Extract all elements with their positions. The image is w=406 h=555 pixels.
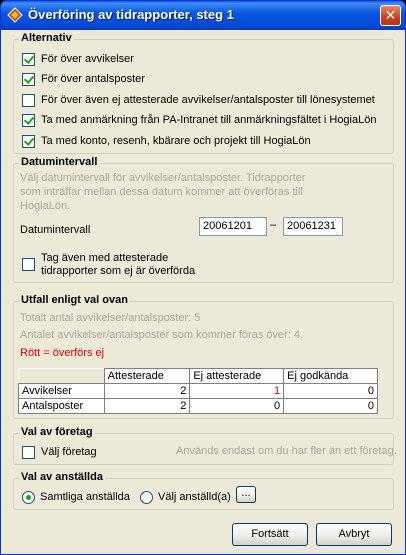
option-label: För över avvikelser	[41, 53, 134, 65]
outcome-table	[18, 368, 378, 414]
option-avvikelser[interactable]	[22, 51, 134, 67]
option-konto[interactable]	[22, 133, 311, 149]
include-attested-line1: Tag även med attesterade	[41, 252, 169, 264]
group-title-datumintervall: Datumintervall	[21, 156, 98, 168]
group-title-utfall: Utfall enligt val ovan	[21, 294, 128, 306]
group-foretag	[13, 426, 397, 465]
table-row	[19, 399, 378, 414]
table-row	[19, 384, 378, 399]
close-button[interactable]	[380, 5, 401, 26]
date-description-line1: Välj datumintervall för avvikelser/antalsposter. Tidrapporter	[20, 172, 306, 184]
checkbox-anmarkning[interactable]	[22, 114, 35, 127]
title-bar[interactable]	[1, 1, 405, 30]
col-header: Ej attesterade	[190, 369, 284, 384]
row-label: Antalsposter	[19, 399, 105, 414]
col-header: Ej godkända	[284, 369, 378, 384]
client-area	[4, 30, 402, 552]
option-anmarkning[interactable]	[22, 112, 376, 128]
company-hint: Används endast om du har fler än ett företag.	[176, 445, 397, 457]
checkbox-konto[interactable]	[22, 135, 35, 148]
checkbox-avvikelser[interactable]	[22, 53, 35, 66]
option-ej-attesterade[interactable]	[22, 92, 375, 108]
include-attested-label	[41, 252, 195, 278]
table-cell: 2	[104, 399, 190, 414]
total-count-text: Totalt antal avvikelser/antalsposter: 5	[20, 312, 201, 324]
radio-select-employees-label: Välj anställd(a)	[158, 491, 231, 503]
radio-all-employees-option[interactable]	[22, 489, 130, 505]
table-cell: 0	[284, 384, 378, 399]
table-cell-red: 1	[190, 384, 284, 399]
include-attested-option[interactable]	[22, 252, 195, 280]
group-alternativ	[13, 32, 394, 154]
option-label: Ta med konto, resenh, kbärare och projekt till HogiaLön	[41, 135, 311, 147]
transfer-count-text: Antalet avvikelser/antalsposter som kommer föras över: 4.	[20, 329, 304, 341]
date-description-line3: HogiaLön.	[20, 200, 71, 212]
cancel-button[interactable]: Avbryt	[316, 523, 392, 546]
table-cell: 2	[104, 384, 190, 399]
close-icon: ✕	[384, 7, 397, 23]
include-attested-line2: tidrapporter som ej är överförda	[41, 265, 196, 277]
checkbox-antalsposter[interactable]	[22, 73, 35, 86]
table-corner	[19, 369, 105, 384]
checkbox-select-company[interactable]	[22, 446, 35, 459]
table-cell: 0	[284, 399, 378, 414]
window-title: Överföring av tidrapporter, steg 1	[28, 7, 234, 22]
date-from-input[interactable]: 20061201	[199, 217, 267, 236]
date-description-line2: som inträffar mellan dessa datum kommer att överföras till	[20, 186, 303, 198]
group-title-anstallda: Val av anställda	[21, 471, 103, 483]
option-label: Ta med anmärkning från PA-Intranet till anmärkningsfältet i HogiaLön	[41, 114, 377, 126]
checkbox-ej-attesterade[interactable]	[22, 94, 35, 107]
continue-button[interactable]: Fortsätt	[232, 523, 308, 546]
browse-employees-button[interactable]: ...	[236, 486, 256, 503]
date-interval-label: Datumintervall	[20, 224, 91, 236]
radio-all-employees[interactable]	[22, 491, 35, 504]
table-header-row	[19, 369, 378, 384]
red-legend-text: Rött = överförs ej	[20, 347, 105, 359]
group-datumintervall	[13, 156, 394, 283]
option-label: För över även ej attesterade avvikelser/antalsposter till lönesystemet	[41, 94, 375, 106]
select-company-option[interactable]	[22, 444, 97, 460]
select-company-label: Välj företag	[41, 446, 97, 458]
app-icon	[7, 7, 23, 23]
radio-select-employees[interactable]	[140, 491, 153, 504]
date-separator: –	[270, 219, 277, 231]
radio-select-employees-option[interactable]	[140, 489, 231, 505]
checkbox-include-attested[interactable]	[22, 258, 35, 271]
col-header: Attesterade	[104, 369, 190, 384]
group-title-foretag: Val av företag	[21, 426, 93, 438]
group-title-alternativ: Alternativ	[21, 32, 72, 44]
group-utfall	[13, 294, 394, 419]
group-anstallda	[13, 471, 394, 510]
row-label: Avvikelser	[19, 384, 105, 399]
option-label: För över antalsposter	[41, 73, 145, 85]
radio-all-employees-label: Samtliga anställda	[40, 491, 130, 503]
option-antalsposter[interactable]	[22, 71, 145, 87]
date-to-input[interactable]: 20061231	[283, 217, 343, 236]
table-cell: 0	[190, 399, 284, 414]
